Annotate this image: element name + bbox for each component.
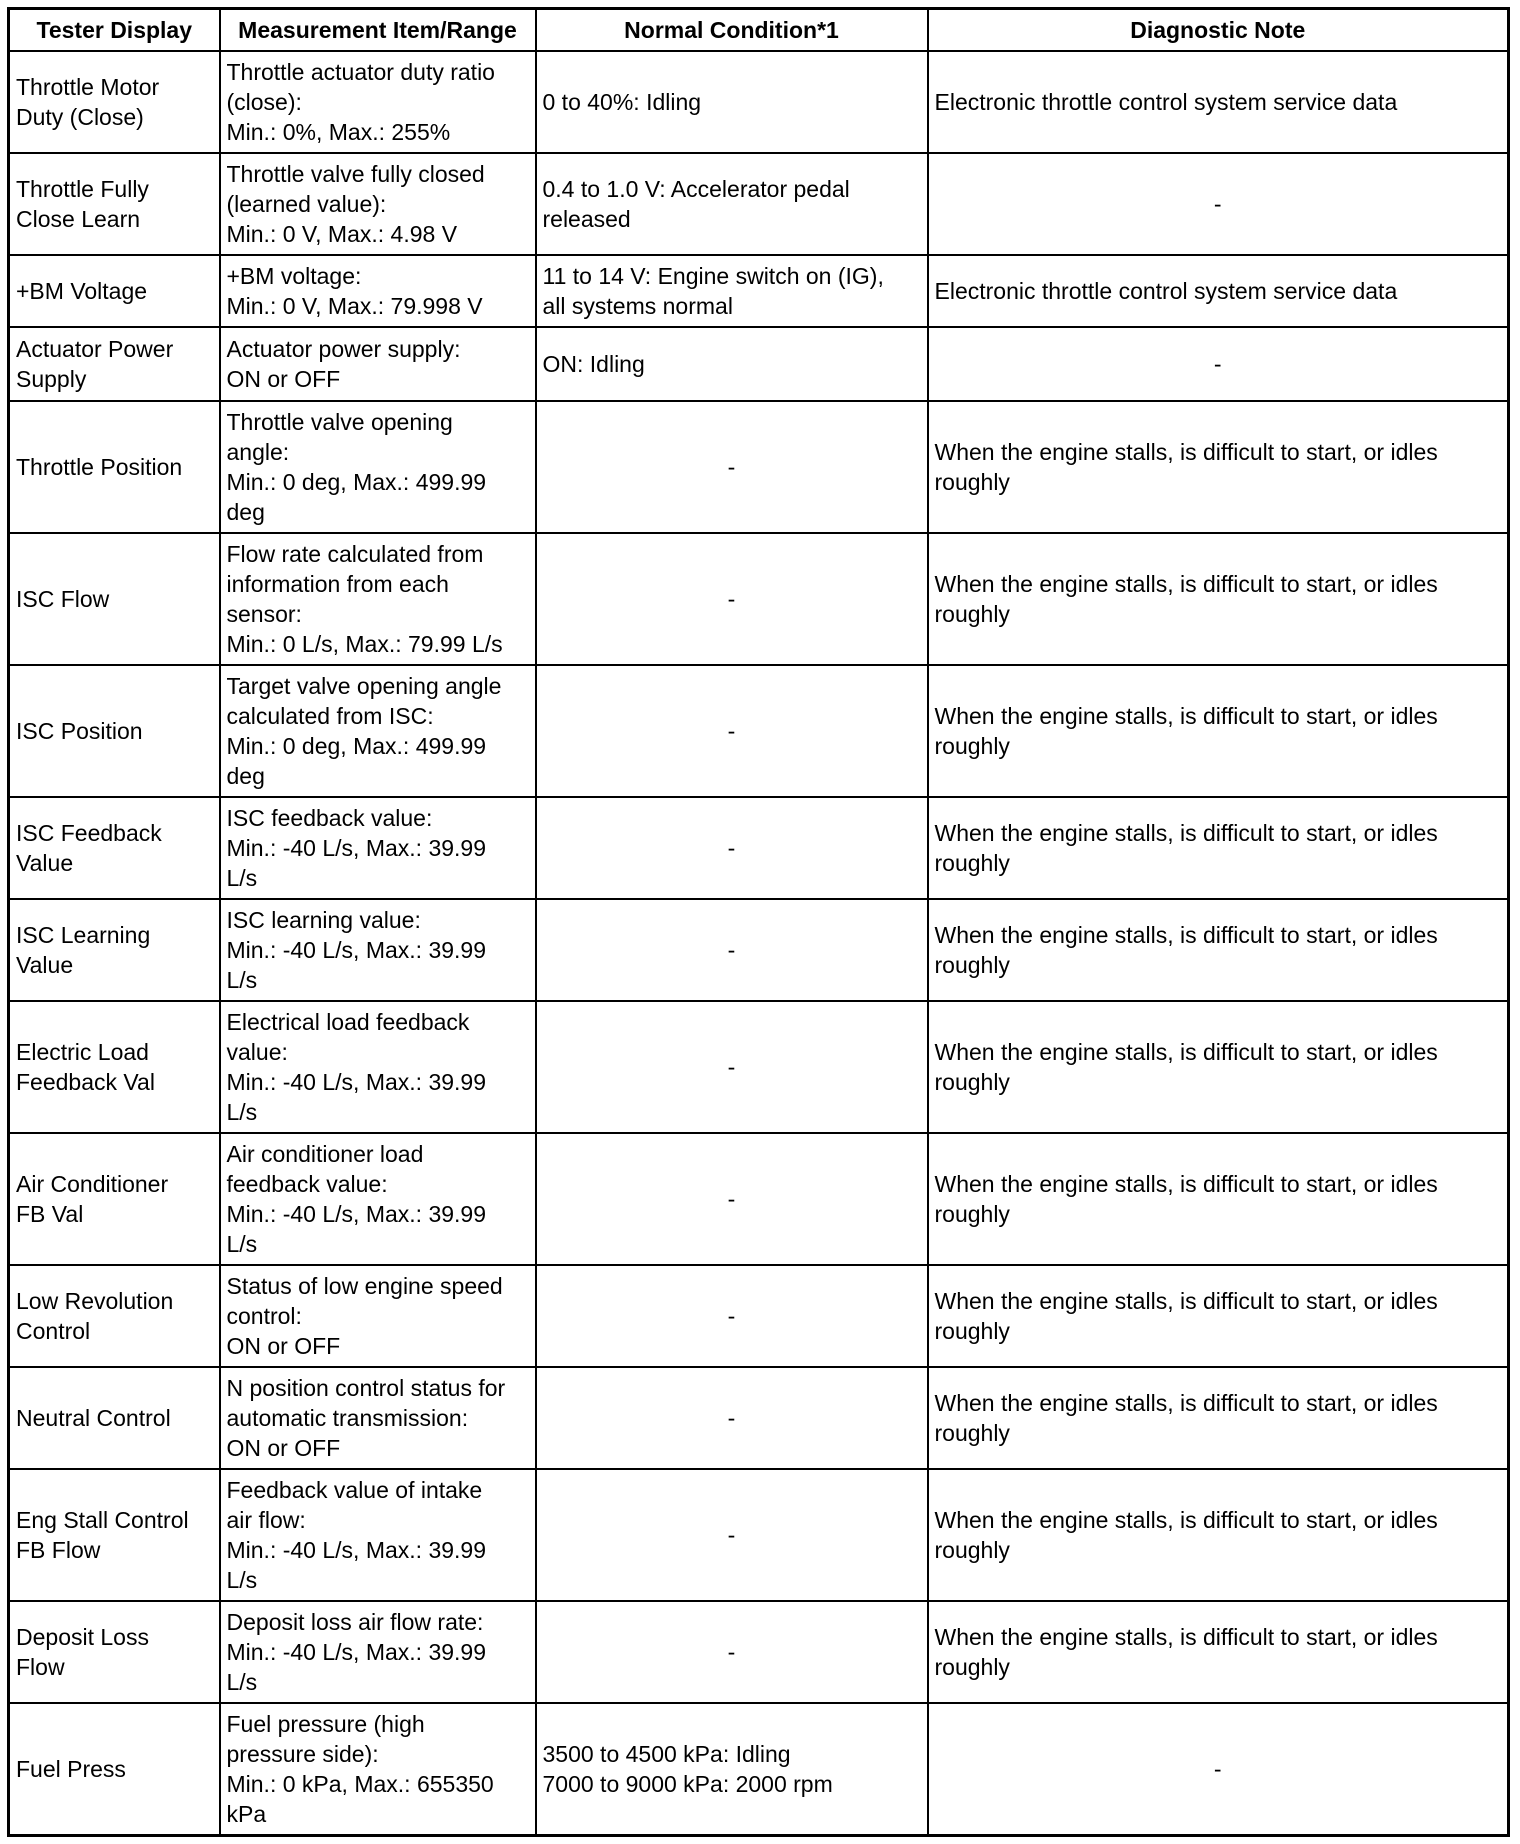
cell-line: Feedback Val [16, 1069, 155, 1095]
normal-condition-cell [536, 1703, 928, 1835]
cell-line: Target valve opening angle [226, 673, 502, 699]
measurement-range-cell [220, 153, 536, 255]
cell-line: When the engine stalls, is difficult to start, or idles [934, 571, 1438, 597]
cell-line: Throttle Position [16, 454, 183, 480]
cell-line: Neutral Control [16, 1405, 171, 1431]
tester-display-cell [9, 665, 220, 797]
cell-line: L/s [226, 865, 258, 891]
data-table [7, 7, 1510, 1837]
cell-line: ISC feedback value: [226, 805, 433, 831]
normal-condition-cell [536, 255, 928, 327]
cell-line: Air conditioner load [226, 1141, 424, 1167]
diagnostic-note-cell [928, 153, 1509, 255]
table-row [9, 153, 1509, 255]
cell-line: - [727, 835, 736, 861]
tester-display-cell [9, 1133, 220, 1265]
table-row [9, 533, 1509, 665]
table-row [9, 797, 1509, 899]
table-row [9, 1367, 1509, 1469]
tester-display-cell [9, 797, 220, 899]
table-row [9, 401, 1509, 533]
cell-line: (close): [226, 89, 302, 115]
cell-line: - [1213, 1755, 1222, 1782]
cell-line: ON or OFF [226, 1333, 341, 1359]
table-row [9, 51, 1509, 153]
cell-line: ISC Feedback [16, 820, 162, 846]
normal-condition-cell [536, 327, 928, 401]
tester-display-cell [9, 401, 220, 533]
cell-line: When the engine stalls, is difficult to start, or idles [934, 1171, 1438, 1197]
cell-line: Low Revolution [16, 1288, 174, 1314]
tester-display-cell [9, 1367, 220, 1469]
diagnostic-note-cell [928, 1469, 1509, 1601]
cell-line: Flow rate calculated from [226, 541, 484, 567]
cell-line: roughly [934, 1654, 1010, 1680]
cell-line: N position control status for [226, 1375, 506, 1401]
cell-line: Min.: -40 L/s, Max.: 39.99 [226, 1639, 487, 1665]
normal-condition-cell [536, 533, 928, 665]
measurement-range-cell [220, 1265, 536, 1367]
cell-line: ON or OFF [226, 1435, 341, 1461]
measurement-range-cell [220, 401, 536, 533]
cell-line: Throttle actuator duty ratio [226, 59, 495, 85]
normal-condition-cell [536, 1265, 928, 1367]
cell-line: - [727, 1186, 736, 1212]
table-row [9, 1601, 1509, 1703]
table-row [9, 1265, 1509, 1367]
cell-line: ON or OFF [226, 366, 341, 392]
cell-line: kPa [226, 1800, 267, 1827]
tester-display-cell [9, 1265, 220, 1367]
diagnostic-note-cell [928, 327, 1509, 401]
diagnostic-note-cell [928, 1703, 1509, 1835]
measurement-range-cell [220, 255, 536, 327]
table-row [9, 1469, 1509, 1601]
tester-display-cell [9, 1601, 220, 1703]
table-row [9, 255, 1509, 327]
cell-line: - [727, 1303, 736, 1329]
cell-line: L/s [226, 1567, 258, 1593]
cell-line: Throttle Motor [16, 74, 160, 100]
cell-line: roughly [934, 952, 1010, 978]
cell-line: Throttle valve opening [226, 409, 453, 435]
cell-line: roughly [934, 1069, 1010, 1095]
diagnostic-note-cell [928, 1265, 1509, 1367]
cell-line: Min.: 0 deg, Max.: 499.99 [226, 733, 487, 759]
cell-line: - [727, 1522, 736, 1548]
cell-line: roughly [934, 733, 1010, 759]
normal-condition-cell [536, 153, 928, 255]
measurement-range-cell [220, 1367, 536, 1469]
cell-line: Actuator power supply: [226, 336, 461, 362]
cell-line: - [727, 937, 736, 963]
tester-display-cell [9, 255, 220, 327]
cell-line: When the engine stalls, is difficult to start, or idles [934, 820, 1438, 846]
cell-line: roughly [934, 850, 1010, 876]
measurement-range-cell [220, 899, 536, 1001]
cell-line: Min.: 0%, Max.: 255% [226, 119, 451, 145]
diagnostic-note-cell [928, 797, 1509, 899]
cell-line: all systems normal [542, 293, 733, 319]
cell-line: ISC Learning [16, 922, 151, 948]
cell-line: Actuator Power [16, 336, 174, 362]
tester-display-cell [9, 533, 220, 665]
normal-condition-cell [536, 1001, 928, 1133]
cell-line: 3500 to 4500 kPa: Idling [542, 1740, 791, 1767]
cell-line: roughly [934, 1201, 1010, 1227]
measurement-range-cell [220, 797, 536, 899]
header-row [9, 9, 1509, 52]
cell-line: calculated from ISC: [226, 703, 434, 729]
cell-line: ISC Position [16, 718, 143, 744]
cell-line: Eng Stall Control [16, 1507, 189, 1533]
header-measurement-item: Measurement Item/Range [220, 9, 536, 52]
table-body [9, 51, 1509, 1835]
cell-line: roughly [934, 601, 1010, 627]
cell-line: Min.: -40 L/s, Max.: 39.99 [226, 1537, 487, 1563]
diagnostic-note-cell [928, 533, 1509, 665]
cell-line: Status of low engine speed [226, 1273, 503, 1299]
measurement-range-cell [220, 1133, 536, 1265]
cell-line: Fuel pressure (high [226, 1710, 425, 1737]
normal-condition-cell [536, 1469, 928, 1601]
normal-condition-cell [536, 1601, 928, 1703]
measurement-range-cell [220, 1001, 536, 1133]
cell-line: Min.: 0 kPa, Max.: 655350 [226, 1770, 494, 1797]
normal-condition-cell [536, 1367, 928, 1469]
cell-line: When the engine stalls, is difficult to start, or idles [934, 703, 1438, 729]
cell-line: Min.: 0 V, Max.: 4.98 V [226, 221, 458, 247]
cell-line: L/s [226, 1231, 258, 1257]
cell-line: - [1213, 351, 1222, 377]
diagnostic-note-cell [928, 1133, 1509, 1265]
cell-line: air flow: [226, 1507, 306, 1533]
header-tester-display: Tester Display [9, 9, 220, 52]
cell-line: When the engine stalls, is difficult to start, or idles [934, 922, 1438, 948]
cell-line: pressure side): [226, 1740, 379, 1767]
table-row [9, 1001, 1509, 1133]
cell-line: - [1213, 191, 1222, 217]
cell-line: +BM voltage: [226, 263, 362, 289]
cell-line: angle: [226, 439, 290, 465]
cell-line: Flow [16, 1654, 65, 1680]
diagnostic-note-cell [928, 51, 1509, 153]
cell-line: Control [16, 1318, 91, 1344]
cell-line: feedback value: [226, 1171, 388, 1197]
cell-line: - [727, 1639, 736, 1665]
measurement-range-cell [220, 533, 536, 665]
cell-line: roughly [934, 469, 1010, 495]
header-normal-condition: Normal Condition*1 [536, 9, 928, 52]
measurement-range-cell [220, 1601, 536, 1703]
diagnostic-note-cell [928, 665, 1509, 797]
cell-line: control: [226, 1303, 302, 1329]
cell-line: L/s [226, 1669, 258, 1695]
cell-line: Electrical load feedback [226, 1009, 470, 1035]
cell-line: Deposit loss air flow rate: [226, 1609, 484, 1635]
diagnostic-note-cell [928, 1367, 1509, 1469]
cell-line: (learned value): [226, 191, 387, 217]
cell-line: Electronic throttle control system service data [934, 89, 1398, 115]
cell-line: Feedback value of intake [226, 1477, 483, 1503]
cell-line: Electronic throttle control system service data [934, 278, 1398, 304]
cell-line: Close Learn [16, 206, 141, 232]
cell-line: - [727, 454, 736, 480]
cell-line: L/s [226, 1099, 258, 1125]
tester-display-cell [9, 1703, 220, 1835]
cell-line: roughly [934, 1420, 1010, 1446]
cell-line: When the engine stalls, is difficult to start, or idles [934, 439, 1438, 465]
cell-line: Min.: 0 deg, Max.: 499.99 [226, 469, 487, 495]
cell-line: 0.4 to 1.0 V: Accelerator pedal [542, 176, 850, 202]
tester-display-cell [9, 51, 220, 153]
tester-display-cell [9, 899, 220, 1001]
cell-line: Min.: 0 L/s, Max.: 79.99 L/s [226, 631, 503, 657]
cell-line: Min.: -40 L/s, Max.: 39.99 [226, 1201, 487, 1227]
cell-line: - [727, 1054, 736, 1080]
table-row [9, 665, 1509, 797]
normal-condition-cell [536, 51, 928, 153]
cell-line: Deposit Loss [16, 1624, 149, 1650]
table-row [9, 1703, 1509, 1835]
tester-display-cell [9, 327, 220, 401]
cell-line: deg [226, 499, 265, 525]
measurement-range-cell [220, 665, 536, 797]
cell-line: released [542, 206, 631, 232]
normal-condition-cell [536, 401, 928, 533]
diagnostic-note-cell [928, 1001, 1509, 1133]
measurement-range-cell [220, 1703, 536, 1835]
diagnostic-note-cell [928, 899, 1509, 1001]
cell-line: sensor: [226, 601, 302, 627]
normal-condition-cell [536, 1133, 928, 1265]
normal-condition-cell [536, 797, 928, 899]
cell-line: When the engine stalls, is difficult to start, or idles [934, 1507, 1438, 1533]
cell-line: Min.: -40 L/s, Max.: 39.99 [226, 937, 487, 963]
measurement-range-cell [220, 1469, 536, 1601]
cell-line: +BM Voltage [16, 278, 148, 304]
cell-line: roughly [934, 1537, 1010, 1563]
cell-line: When the engine stalls, is difficult to start, or idles [934, 1390, 1438, 1416]
cell-line: 0 to 40%: Idling [542, 89, 702, 115]
cell-line: ON: Idling [542, 351, 645, 377]
tester-display-cell [9, 153, 220, 255]
tester-display-cell [9, 1469, 220, 1601]
normal-condition-cell [536, 899, 928, 1001]
cell-line: FB Val [16, 1201, 84, 1227]
cell-line: ISC Flow [16, 586, 110, 612]
cell-line: L/s [226, 967, 258, 993]
cell-line: When the engine stalls, is difficult to start, or idles [934, 1288, 1438, 1314]
cell-line: Min.: -40 L/s, Max.: 39.99 [226, 835, 487, 861]
header-diagnostic-note: Diagnostic Note [928, 9, 1509, 52]
cell-line: Value [16, 850, 74, 876]
cell-line: - [727, 718, 736, 744]
cell-line: ISC learning value: [226, 907, 421, 933]
diagnostic-note-cell [928, 401, 1509, 533]
cell-line: value: [226, 1039, 288, 1065]
measurement-range-cell [220, 51, 536, 153]
cell-line: - [727, 586, 736, 612]
diagnostic-note-cell [928, 1601, 1509, 1703]
cell-line: 11 to 14 V: Engine switch on (IG), [542, 263, 884, 289]
cell-line: Fuel Press [16, 1755, 126, 1782]
cell-line: information from each [226, 571, 449, 597]
cell-line: Duty (Close) [16, 104, 144, 130]
cell-line: Air Conditioner [16, 1171, 169, 1197]
cell-line: When the engine stalls, is difficult to start, or idles [934, 1039, 1438, 1065]
cell-line: Supply [16, 366, 87, 392]
cell-line: deg [226, 763, 265, 789]
table-row [9, 327, 1509, 401]
cell-line: - [727, 1405, 736, 1431]
table-row [9, 1133, 1509, 1265]
cell-line: FB Flow [16, 1537, 101, 1563]
cell-line: roughly [934, 1318, 1010, 1344]
cell-line: Throttle valve fully closed [226, 161, 485, 187]
cell-line: Value [16, 952, 74, 978]
cell-line: Throttle Fully [16, 176, 149, 202]
cell-line: Min.: -40 L/s, Max.: 39.99 [226, 1069, 487, 1095]
cell-line: When the engine stalls, is difficult to start, or idles [934, 1624, 1438, 1650]
tester-display-cell [9, 1001, 220, 1133]
cell-line: automatic transmission: [226, 1405, 469, 1431]
diagnostic-note-cell [928, 255, 1509, 327]
table-row [9, 899, 1509, 1001]
cell-line: Min.: 0 V, Max.: 79.998 V [226, 293, 483, 319]
measurement-range-cell [220, 327, 536, 401]
cell-line: Electric Load [16, 1039, 149, 1065]
normal-condition-cell [536, 665, 928, 797]
cell-line: 7000 to 9000 kPa: 2000 rpm [542, 1770, 833, 1797]
